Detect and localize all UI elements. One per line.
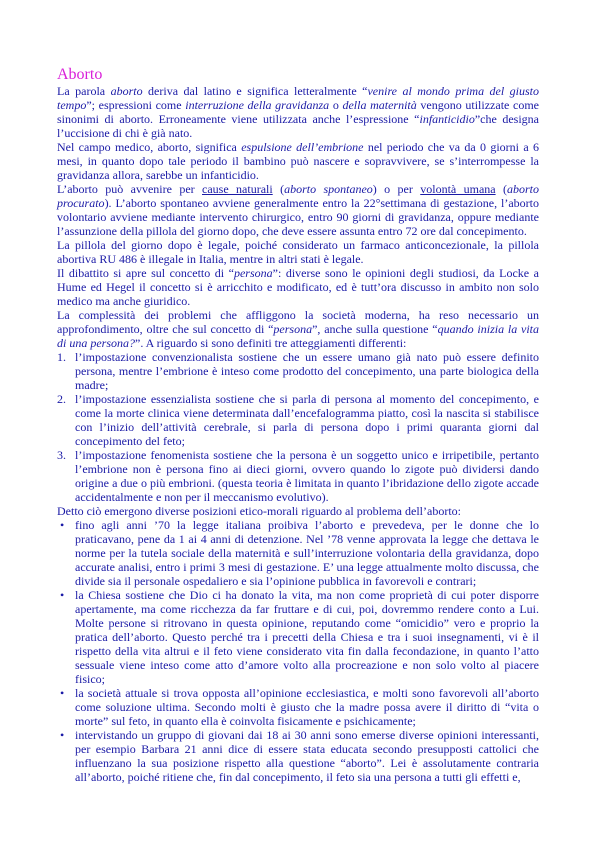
- text-segment: L’aborto può avvenire per: [57, 182, 203, 196]
- emphasis-text: interruzione della gravidanza: [185, 98, 330, 112]
- emphasis-text: persona: [233, 266, 273, 280]
- text-segment: ”; espressioni come: [86, 98, 186, 112]
- emphasis-text: venire al mondo prima del giusto tempo: [57, 84, 539, 112]
- ordered-list: [57, 350, 539, 504]
- text-segment: Nel campo medico, aborto, significa: [57, 140, 242, 154]
- text-segment: (: [272, 182, 285, 196]
- emphasis-text: quando inizia la vita di una persona?: [57, 322, 539, 350]
- list-item: [57, 350, 539, 392]
- bullet-icon: •: [60, 686, 65, 700]
- bullet-icon: •: [60, 518, 65, 532]
- underlined-text: volontà umana: [420, 182, 496, 196]
- emphasis-text: espulsione dell’embrione: [241, 140, 364, 154]
- emphasis-text: persona: [273, 322, 313, 336]
- bullet-icon: •: [60, 588, 65, 602]
- paragraph-debate: [57, 266, 539, 308]
- list-item: [57, 448, 539, 504]
- bullet-icon: •: [60, 728, 65, 742]
- paragraph-transition: Detto ciò emergono diverse posizioni etico-morali riguardo al problema dell’aborto:: [57, 504, 461, 518]
- text-segment: ) o per: [372, 182, 421, 196]
- paragraph-types: [57, 182, 539, 238]
- text-segment: nel periodo che va da 0 giorni a 6 mesi, in quanto dopo tale periodo il bambino può nascere e sopravvivere, se s’interrompesse la gravidanza allora, sarebbe un infanticidio.: [57, 140, 539, 182]
- list-item-text: intervistando un gruppo di giovani dai 18 ai 30 anni sono emerse diverse opinioni interessanti, per esempio Barbara 21 anni dice di essere stata educata secondo presupposti cattolici che influenzano la sua posizione rispetto alla questione “aborto”. Lei è assolutamente contraria all’aborto, poiché ritiene che, fin dal concepimento, il feto sia una persona a tutti gli effetti e,: [75, 728, 539, 784]
- list-number: 3.: [57, 448, 66, 462]
- list-item: [57, 728, 539, 784]
- list-item-text: la Chiesa sostiene che Dio ci ha donato la vita, ma non come proprietà di cui poter disporre apertamente, ma come ricchezza da far fruttare e di cui, poi, dovremmo rendere conto a Lui. Molte persone si ritrovano in questa opinione, reputando come “omicidio” vero e proprio la pratica dell’aborto. Questo perché tra i precetti della Chiesa e tra i suoi insegnamenti, vi è il rispetto della vita altrui e il feto viene considerato vita fin dalla fecondazione, in quanto l’atto sessuale viene inteso come atto d’amore volto alla procreazione e non solo volto al piacere fisico;: [75, 588, 539, 686]
- text-segment: La complessità dei problemi che affliggono la società moderna, ha reso necessario un approfondimento, oltre che sul concetto di “: [57, 308, 539, 336]
- list-item-text: l’impostazione convenzionalista sostiene che un essere umano già nato può essere definito persona, mentre l’embrione è inteso come prodotto del concepimento, una parte biologica della madre;: [75, 350, 539, 392]
- emphasis-text: aborto spontaneo: [284, 182, 373, 196]
- text-segment: vengono utilizzate come sinonimi di aborto. Erroneamente viene utilizzata anche l’espressione “: [57, 98, 539, 126]
- text-segment: ”che designa l’uccisione di chi è già nato.: [57, 112, 539, 140]
- list-item-text: la società attuale si trova opposta all’opinione ecclesiastica, e molti sono favorevoli all’aborto come soluzione ultima. Secondo molti è giusto che la madre possa avere il diritto di “vita o morte” sul feto, in quanto ella è coinvolta fisicamente e psichicamente;: [75, 686, 539, 728]
- text-segment: ”: diverse sono le opinioni degli studiosi, da Locke a Hume ed Hegel il concetto si è arricchito e modificato, ed è tutt’ora discusso in ambito non solo medico ma anche giuridico.: [57, 266, 539, 308]
- text-segment: o: [329, 98, 343, 112]
- bullet-list: [57, 518, 539, 784]
- list-number: 1.: [57, 350, 66, 364]
- emphasis-text: infanticidio: [419, 112, 475, 126]
- list-item: [57, 686, 539, 728]
- list-item: [57, 392, 539, 448]
- underlined-text: cause naturali: [202, 182, 273, 196]
- paragraph-pill: [57, 238, 539, 266]
- text-segment: ”. A riguardo si sono definiti tre atteggiamenti differenti:: [135, 336, 407, 350]
- emphasis-text: della maternità: [342, 98, 417, 112]
- emphasis-text: aborto: [110, 84, 143, 98]
- list-item: [57, 518, 539, 588]
- paragraph-complexity: [57, 308, 539, 350]
- paragraph-medical: [57, 140, 539, 182]
- document-title: Aborto: [57, 66, 103, 83]
- text-segment: (: [495, 182, 507, 196]
- emphasis-text: aborto procurato: [57, 182, 539, 210]
- text-segment: deriva dal latino e significa letteralmente “: [142, 84, 368, 98]
- text-segment: Il dibattito si apre sul concetto di “: [57, 266, 234, 280]
- list-number: 2.: [57, 392, 66, 406]
- text-segment: ”, anche sulla questione “: [312, 322, 438, 336]
- list-item-text: l’impostazione essenzialista sostiene che si parla di persona al momento del concepimento, e come la morte clinica viene determinata dall’encefalogramma piatto, così la nascita si stabilisce con l’inizio dell’attività cerebrale, si parla di persona dopo i primi quaranta giorni dal concepimento del feto;: [75, 392, 539, 448]
- list-item-text: l’impostazione fenomenista sostiene che la persona è un soggetto unico e irripetibile, pertanto l’embrione non è persona fino ai dieci giorni, ovvero quando lo zigote può dividersi dando origine a due o più embrioni. (questa teoria è limitata in quanto l’ibridazione dello zigote accade accidentalmente e non per il meccanismo evolutivo).: [75, 448, 539, 504]
- text-segment: La parola: [57, 84, 111, 98]
- list-item: [57, 588, 539, 686]
- text-segment: ). L’aborto spontaneo avviene generalmente entro la 22°settimana di gestazione, l’aborto volontario avviene mediante intervento chirurgico, entro 90 giorni di gravidanza, oppure mediante l’assunzione della pillola del giorno dopo, che deve essere assunta entro 72 ore dal concepimento.: [57, 196, 539, 238]
- paragraph-etymology: [57, 84, 539, 140]
- list-item-text: fino agli anni ’70 la legge italiana proibiva l’aborto e prevedeva, per le donne che lo praticavano, pene da 1 ai 4 anni di detenzione. Nel ’78 venne approvata la legge che dettava le norme per la tutela sociale della maternità e sull’interruzione volontaria della gravidanza, dopo accurate analisi, entro i primi 3 mesi di gestazione. E’ una legge attualmente molto discussa, che divide sia il personale ospedaliero e sia l’opinione pubblica in favorevoli e contrari;: [75, 518, 539, 588]
- text-segment: La pillola del giorno dopo è legale, poiché considerato un farmaco anticoncezionale, la pillola abortiva RU 486 è illegale in Italia, mentre in altri stati è legale.: [57, 238, 539, 266]
